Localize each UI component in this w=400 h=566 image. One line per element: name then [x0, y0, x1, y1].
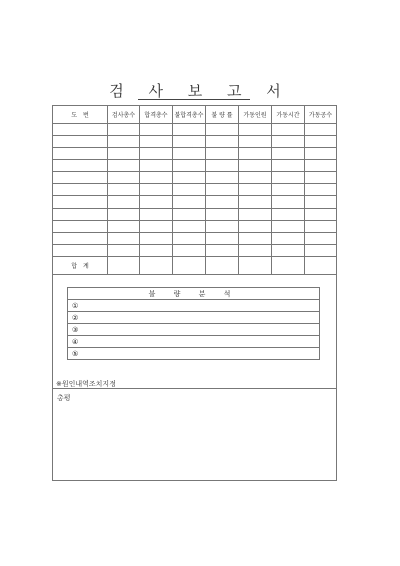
table-cell[interactable]	[305, 196, 337, 208]
table-cell[interactable]	[140, 148, 173, 160]
table-cell[interactable]	[239, 136, 272, 148]
table-cell[interactable]	[108, 184, 140, 196]
title-underline	[138, 99, 250, 100]
table-cell[interactable]	[305, 184, 337, 196]
column-header: 불합격총수	[173, 106, 206, 124]
defect-item[interactable]: ④	[68, 336, 320, 348]
table-cell[interactable]	[173, 148, 206, 160]
table-cell[interactable]	[272, 232, 305, 244]
table-cell[interactable]	[53, 196, 108, 208]
table-cell[interactable]	[140, 208, 173, 220]
table-cell[interactable]	[173, 244, 206, 256]
table-cell[interactable]	[140, 172, 173, 184]
table-cell[interactable]	[305, 160, 337, 172]
table-cell[interactable]	[305, 232, 337, 244]
table-cell[interactable]	[206, 220, 239, 232]
table-cell[interactable]	[206, 136, 239, 148]
table-row	[53, 232, 337, 244]
table-row	[53, 172, 337, 184]
table-cell[interactable]	[239, 208, 272, 220]
table-cell[interactable]	[239, 148, 272, 160]
column-header: 가동공수	[305, 106, 337, 124]
cause-note: ※원인내역조치지정	[56, 380, 116, 388]
table-cell[interactable]	[206, 184, 239, 196]
table-cell[interactable]	[108, 148, 140, 160]
table-cell[interactable]	[173, 124, 206, 136]
table-cell[interactable]	[53, 244, 108, 256]
total-cell[interactable]	[305, 256, 337, 274]
column-header: 가동인원	[239, 106, 272, 124]
table-cell[interactable]	[239, 184, 272, 196]
table-cell[interactable]	[173, 184, 206, 196]
total-cell[interactable]	[108, 256, 140, 274]
table-row	[53, 244, 337, 256]
table-cell[interactable]	[173, 220, 206, 232]
table-cell[interactable]	[140, 220, 173, 232]
table-row	[53, 220, 337, 232]
table-cell[interactable]	[173, 160, 206, 172]
table-cell[interactable]	[53, 220, 108, 232]
table-cell[interactable]	[239, 172, 272, 184]
table-cell[interactable]	[239, 196, 272, 208]
table-cell[interactable]	[272, 172, 305, 184]
table-row	[53, 196, 337, 208]
inspection-table	[52, 105, 337, 275]
table-cell[interactable]	[108, 136, 140, 148]
table-cell[interactable]	[140, 244, 173, 256]
review-label: 총평	[57, 394, 71, 402]
table-cell[interactable]	[173, 196, 206, 208]
table-cell[interactable]	[173, 136, 206, 148]
table-row	[53, 136, 337, 148]
table-cell[interactable]	[206, 172, 239, 184]
table-cell[interactable]	[206, 196, 239, 208]
table-cell[interactable]	[305, 148, 337, 160]
review-section	[52, 380, 337, 481]
table-cell[interactable]	[140, 124, 173, 136]
table-cell[interactable]	[53, 160, 108, 172]
table-cell[interactable]	[206, 232, 239, 244]
table-cell[interactable]	[53, 148, 108, 160]
table-cell[interactable]	[140, 196, 173, 208]
table-cell[interactable]	[305, 244, 337, 256]
total-cell[interactable]	[173, 256, 206, 274]
defect-item[interactable]: ③	[68, 324, 320, 336]
total-cell[interactable]	[239, 256, 272, 274]
table-cell[interactable]	[272, 136, 305, 148]
table-cell[interactable]	[272, 160, 305, 172]
table-cell[interactable]	[108, 220, 140, 232]
defect-row	[68, 348, 320, 360]
table-row	[53, 148, 337, 160]
total-cell[interactable]	[272, 256, 305, 274]
defect-analysis-section	[52, 274, 337, 389]
table-cell[interactable]	[140, 232, 173, 244]
defect-row	[68, 300, 320, 312]
table-cell[interactable]	[272, 124, 305, 136]
column-header: 검사총수	[108, 106, 140, 124]
table-row	[53, 208, 337, 220]
defect-row	[68, 324, 320, 336]
defect-item[interactable]: ⑤	[68, 348, 320, 360]
table-cell[interactable]	[173, 232, 206, 244]
column-header: 불 량 률	[206, 106, 239, 124]
table-cell[interactable]	[108, 172, 140, 184]
defect-row	[68, 312, 320, 324]
table-cell[interactable]	[108, 196, 140, 208]
table-header-row	[53, 106, 337, 124]
table-cell[interactable]	[239, 244, 272, 256]
table-row	[53, 124, 337, 136]
table-row	[53, 160, 337, 172]
total-cell[interactable]	[206, 256, 239, 274]
table-cell[interactable]	[305, 208, 337, 220]
table-cell[interactable]	[272, 184, 305, 196]
table-cell[interactable]	[53, 208, 108, 220]
table-cell[interactable]	[206, 160, 239, 172]
table-cell[interactable]	[173, 208, 206, 220]
table-cell[interactable]	[108, 124, 140, 136]
table-cell[interactable]	[272, 196, 305, 208]
table-cell[interactable]	[108, 244, 140, 256]
defect-analysis-heading: 불 량 분 석	[68, 288, 320, 300]
table-row	[53, 184, 337, 196]
table-cell[interactable]	[305, 220, 337, 232]
table-cell[interactable]	[272, 220, 305, 232]
table-cell[interactable]	[272, 208, 305, 220]
table-cell[interactable]	[173, 172, 206, 184]
table-cell[interactable]	[272, 148, 305, 160]
table-cell[interactable]	[108, 232, 140, 244]
table-cell[interactable]	[305, 172, 337, 184]
defect-row	[68, 336, 320, 348]
total-cell[interactable]	[140, 256, 173, 274]
table-cell[interactable]	[239, 220, 272, 232]
table-cell[interactable]	[239, 160, 272, 172]
table-cell[interactable]	[53, 172, 108, 184]
table-cell[interactable]	[206, 124, 239, 136]
table-cell[interactable]	[53, 124, 108, 136]
defect-item[interactable]: ②	[68, 312, 320, 324]
table-cell[interactable]	[239, 232, 272, 244]
column-header: 도 번	[53, 106, 108, 124]
total-row	[53, 256, 337, 274]
defect-analysis-table	[67, 287, 320, 360]
table-cell[interactable]	[108, 160, 140, 172]
column-header: 합격총수	[140, 106, 173, 124]
table-cell[interactable]	[206, 244, 239, 256]
table-cell[interactable]	[140, 136, 173, 148]
table-cell[interactable]	[53, 136, 108, 148]
table-cell[interactable]	[206, 208, 239, 220]
table-cell[interactable]	[305, 124, 337, 136]
defect-item[interactable]: ①	[68, 300, 320, 312]
table-cell[interactable]	[239, 124, 272, 136]
table-cell[interactable]	[305, 136, 337, 148]
document-title: 검 사 보 고 서	[109, 82, 291, 100]
table-cell[interactable]	[140, 160, 173, 172]
table-cell[interactable]	[53, 232, 108, 244]
table-cell[interactable]	[206, 148, 239, 160]
table-cell[interactable]	[53, 184, 108, 196]
table-cell[interactable]	[140, 184, 173, 196]
column-header: 가동시간	[272, 106, 305, 124]
total-label: 합 계	[53, 256, 108, 274]
table-cell[interactable]	[108, 208, 140, 220]
table-cell[interactable]	[272, 244, 305, 256]
